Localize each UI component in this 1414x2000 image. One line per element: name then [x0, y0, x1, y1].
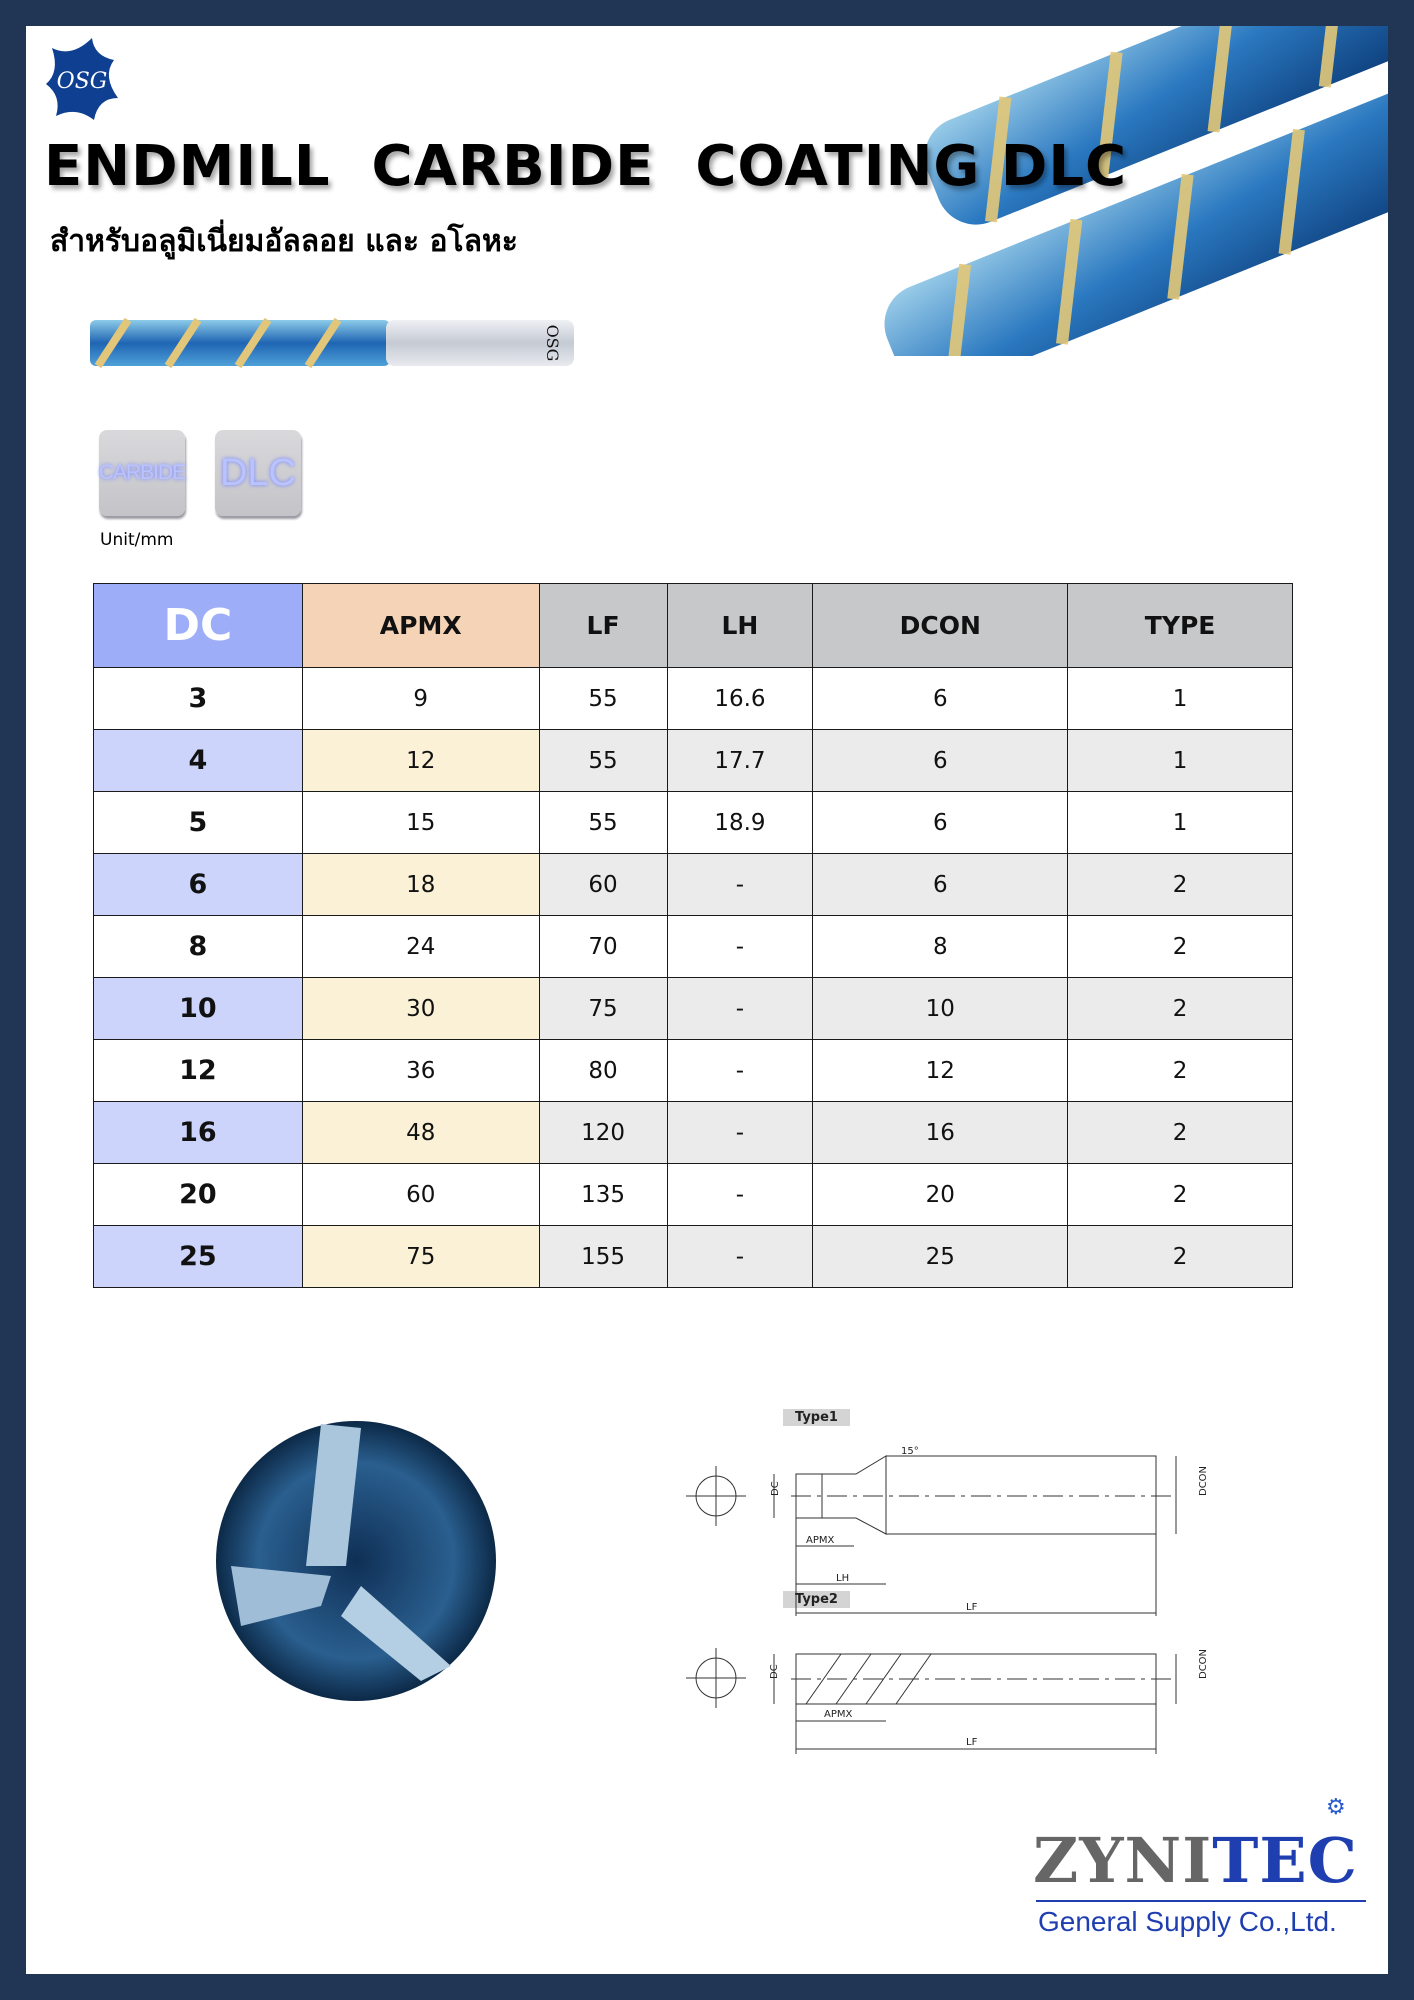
cell-dcon: 12 [813, 1040, 1068, 1102]
cell-dc: 10 [94, 978, 303, 1040]
svg-text:OSG: OSG [56, 69, 108, 94]
type2-lf-label: LF [966, 1737, 978, 1748]
zynitec-logo: ZYNITEC [1033, 1824, 1358, 1897]
cell-lh: - [667, 854, 813, 916]
cell-lh: 16.6 [667, 668, 813, 730]
cell-apmx: 60 [302, 1164, 539, 1226]
type1-dcon-label: DCON [1198, 1465, 1209, 1496]
cell-lf: 75 [539, 978, 667, 1040]
cell-dc: 16 [94, 1102, 303, 1164]
cell-dcon: 20 [813, 1164, 1068, 1226]
cell-lh: - [667, 1226, 813, 1288]
cell-dc: 20 [94, 1164, 303, 1226]
osg-mark: OSG [543, 324, 562, 362]
endmill-product-image [88, 316, 578, 370]
header-dcon: DCON [813, 584, 1068, 668]
type1-dc-label: DC [770, 1481, 781, 1496]
table-row [94, 730, 1293, 792]
cell-lh: - [667, 978, 813, 1040]
cell-lh: - [667, 916, 813, 978]
table-row [94, 668, 1293, 730]
type1-end-view-icon [686, 1466, 746, 1526]
cell-type: 2 [1068, 916, 1293, 978]
catalog-page [26, 26, 1388, 1974]
type1-lf-label: LF [966, 1602, 978, 1613]
cell-type: 2 [1068, 1164, 1293, 1226]
cell-type: 1 [1068, 730, 1293, 792]
table-row [94, 792, 1293, 854]
type2-apmx-label: APMX [824, 1709, 853, 1720]
unit-label: Unit/mm [100, 530, 174, 550]
cell-type: 1 [1068, 792, 1293, 854]
table-row [94, 916, 1293, 978]
cell-dc: 4 [94, 730, 303, 792]
endmill-end-view-image [211, 1416, 501, 1706]
page-subtitle: สำหรับอลูมิเนี่ยมอัลลอย และ อโลหะ [50, 224, 518, 259]
cell-apmx: 18 [302, 854, 539, 916]
type1-angle-label: 15° [901, 1446, 919, 1457]
gear-icon: ⚙ [1326, 1795, 1346, 1820]
cell-apmx: 24 [302, 916, 539, 978]
table-row [94, 978, 1293, 1040]
table-row [94, 1040, 1293, 1102]
cell-type: 2 [1068, 978, 1293, 1040]
type2-end-view-icon [686, 1648, 746, 1708]
cell-lh: - [667, 1040, 813, 1102]
cell-type: 2 [1068, 854, 1293, 916]
page-title: ENDMILL CARBIDE COATING DLC [44, 134, 1128, 199]
spec-table [93, 583, 1293, 1288]
type2-dcon-label: DCON [1198, 1648, 1209, 1679]
cell-dcon: 16 [813, 1102, 1068, 1164]
cell-dcon: 8 [813, 916, 1068, 978]
header-lf: LF [539, 584, 667, 668]
cell-dc: 3 [94, 668, 303, 730]
type1-apmx-label: APMX [806, 1535, 835, 1546]
cell-dcon: 6 [813, 730, 1068, 792]
cell-lh: 17.7 [667, 730, 813, 792]
table-row [94, 1164, 1293, 1226]
cell-lf: 60 [539, 854, 667, 916]
type1-label: Type1 [783, 1406, 850, 1425]
cell-apmx: 75 [302, 1226, 539, 1288]
cell-lh: - [667, 1164, 813, 1226]
cell-lf: 55 [539, 668, 667, 730]
dlc-badge: DLC [215, 430, 301, 516]
cell-dc: 6 [94, 854, 303, 916]
cell-apmx: 12 [302, 730, 539, 792]
technical-drawing [676, 1416, 1316, 1766]
header-lh: LH [667, 584, 813, 668]
cell-dc: 25 [94, 1226, 303, 1288]
cell-apmx: 15 [302, 792, 539, 854]
cell-dcon: 10 [813, 978, 1068, 1040]
cell-lf: 155 [539, 1226, 667, 1288]
cell-lh: 18.9 [667, 792, 813, 854]
type1-lh-label: LH [836, 1573, 850, 1584]
cell-dcon: 25 [813, 1226, 1068, 1288]
cell-lf: 55 [539, 792, 667, 854]
cell-dcon: 6 [813, 854, 1068, 916]
table-row [94, 1226, 1293, 1288]
cell-dcon: 6 [813, 792, 1068, 854]
cell-lf: 55 [539, 730, 667, 792]
osg-logo [42, 36, 126, 122]
company-tagline: General Supply Co.,Ltd. [1038, 1906, 1337, 1937]
table-row [94, 854, 1293, 916]
table-header-row [94, 584, 1293, 668]
header-dc: DC [94, 584, 303, 668]
cell-dc: 12 [94, 1040, 303, 1102]
logo-divider [1036, 1900, 1366, 1902]
cell-apmx: 30 [302, 978, 539, 1040]
cell-lf: 120 [539, 1102, 667, 1164]
header-type: TYPE [1068, 584, 1293, 668]
cell-apmx: 9 [302, 668, 539, 730]
cell-dc: 8 [94, 916, 303, 978]
cell-apmx: 48 [302, 1102, 539, 1164]
cell-dcon: 6 [813, 668, 1068, 730]
cell-type: 2 [1068, 1226, 1293, 1288]
cell-apmx: 36 [302, 1040, 539, 1102]
cell-lf: 80 [539, 1040, 667, 1102]
carbide-badge: CARBIDE [99, 430, 185, 516]
cell-lh: - [667, 1102, 813, 1164]
table-row [94, 1102, 1293, 1164]
cell-dc: 5 [94, 792, 303, 854]
cell-type: 1 [1068, 668, 1293, 730]
cell-type: 2 [1068, 1040, 1293, 1102]
cell-type: 2 [1068, 1102, 1293, 1164]
cell-lf: 135 [539, 1164, 667, 1226]
header-apmx: APMX [302, 584, 539, 668]
cell-lf: 70 [539, 916, 667, 978]
type2-dc-label: DC [769, 1664, 780, 1679]
type2-label: Type2 [783, 1588, 850, 1607]
